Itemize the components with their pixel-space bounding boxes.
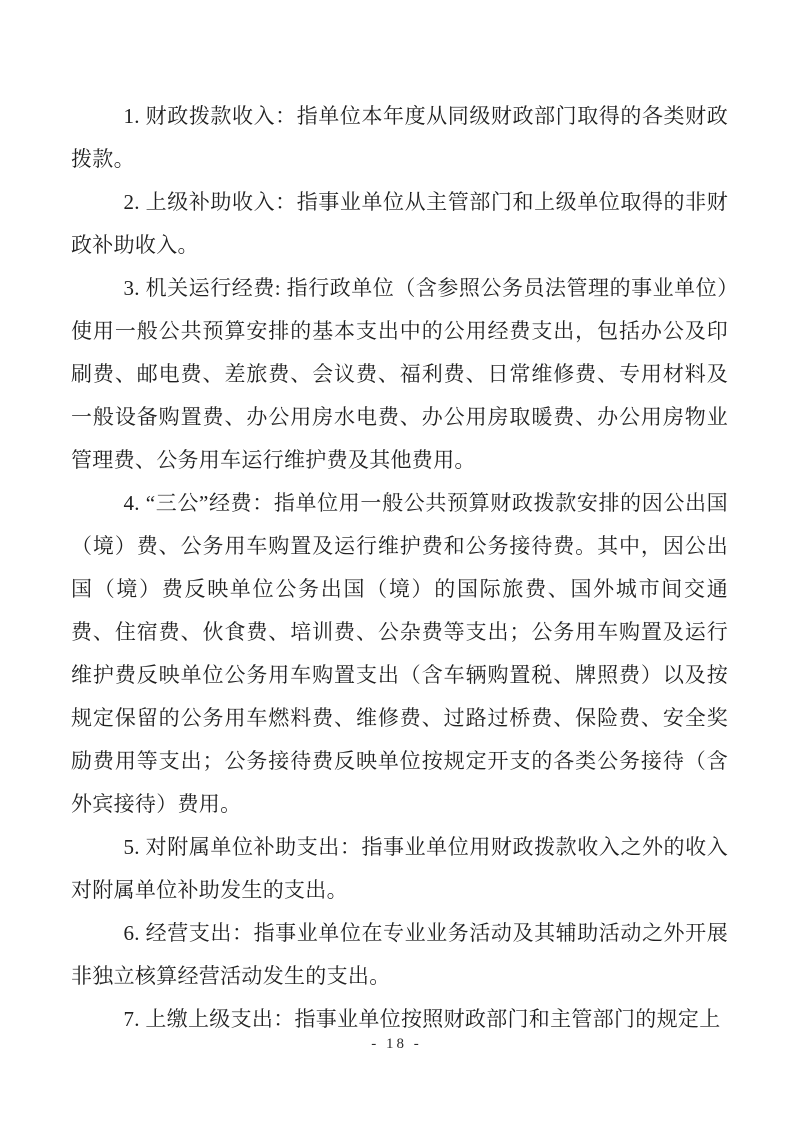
page-number: - 18 -: [371, 1036, 422, 1052]
paragraph-three-public-funds: 4. “三公”经费：指单位用一般公共预算财政拨款安排的因公出国（境）费、公务用车购置及运行维护费和公务接待费。其中，因公出国（境）费反映单位公务出国（境）的国际旅费、国外城市间交通费、住宿费、伙食费、培训费、公杂费等支出；公务用车购置及运行维护费反映单位公务用车购置支出（含车辆购置税、牌照费）以及按规定保留的公务用车燃料费、维修费、过路过桥费、保险费、安全奖励费用等支出；公务接待费反映单位按规定开支的各类公务接待（含外宾接待）费用。: [71, 491, 728, 816]
paragraph-payment-to-superior: 7. 上缴上级支出：指事业单位按照财政部门和主管部门的规定上: [123, 1007, 721, 1031]
paragraph-operating-expenditure: 6. 经营支出：指事业单位在专业业务活动及其辅助活动之外开展非独立核算经营活动发生的支出。: [71, 921, 728, 988]
paragraph-fiscal-appropriation-income: 1. 财政拨款收入：指单位本年度从同级财政部门取得的各类财政拨款。: [71, 104, 728, 171]
paragraph-agency-operating-funds: 3. 机关运行经费: 指行政单位（含参照公务员法管理的事业单位）使用一般公共预算安排的基本支出中的公用经费支出，包括办公及印刷费、邮电费、差旅费、会议费、福利费、日常维修费、专用材料及一般设备购置费、办公用房水电费、办公用房取暖费、办公用房物业管理费、公务用车运行维护费及其他费用。: [71, 276, 728, 472]
document-body: [71, 95, 728, 1041]
paragraph-subsidy-to-affiliated-units: 5. 对附属单位补助支出：指事业单位用财政拨款收入之外的收入对附属单位补助发生的支出。: [71, 835, 728, 902]
paragraph-superior-subsidy-income: 2. 上级补助收入：指事业单位从主管部门和上级单位取得的非财政补助收入。: [71, 190, 728, 257]
